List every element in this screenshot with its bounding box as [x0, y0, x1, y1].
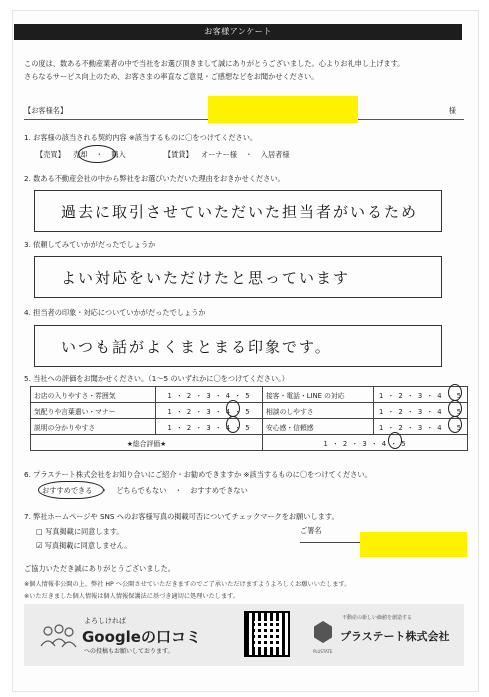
total-rating-scale[interactable]: 1 ・ 2 ・ 3 ・ 4 ・ 5 — [263, 435, 468, 451]
qr-code[interactable] — [244, 611, 290, 657]
footer-banner — [24, 604, 464, 666]
survey-title: お客様アンケート — [14, 24, 462, 40]
thanks-label: ご協力いただき誠にありがとうございました。 — [24, 564, 175, 573]
rating-scale[interactable]: 1 ・ 2 ・ 3 ・ 4 ・ 5 — [156, 419, 263, 435]
option-baibai: 【売買】 — [36, 150, 65, 159]
answer-4-box[interactable]: いつも話がよくまとまる印象です。 — [34, 325, 442, 367]
question-1-text: 1. お客様の該当される契約内容 ※該当するものに〇をつけてください。 — [24, 133, 258, 142]
intro-line-2: さらなるサービス向上のため、お客さまの率直なご意見・ご感想などをお聞かせください。 — [24, 72, 319, 81]
option-recommend[interactable]: おすすめできる — [42, 486, 93, 495]
google-review-sub: への投稿もお願いしております。 — [84, 648, 174, 655]
rating-item-label: 接客・電話・LINE の対応 — [263, 387, 374, 403]
option-separator: ・ — [174, 486, 182, 495]
circle-mark-recommend — [38, 481, 104, 499]
option-not-recommend[interactable]: おすすめできない — [190, 486, 248, 495]
redaction-signature — [360, 532, 467, 557]
rating-item-label: 相談のしやすさ — [263, 403, 374, 419]
rating-scale[interactable]: 1 ・ 2 ・ 3 ・ 4 ・ 5 — [156, 403, 263, 419]
circle-mark-baikyaku — [78, 145, 116, 163]
circle-mark-total — [388, 432, 402, 449]
rating-item-label: 気配りや言葉遣い・マナー — [31, 403, 156, 419]
google-review-title: Googleの口コミ — [82, 628, 201, 646]
rating-scale[interactable]: 1 ・ 2 ・ 3 ・ 4 ・ 5 — [156, 387, 263, 403]
option-baikyaku[interactable]: 売却 — [73, 150, 88, 159]
answer-2-box[interactable]: 過去に取引させていただいた担当者がいるため — [34, 190, 442, 232]
option-kounyu[interactable]: 購入 — [111, 150, 126, 159]
company-logo-text: PLUSTATE — [313, 649, 333, 654]
question-7-text: 7. 弊社ホームページや SNS へのお客様写真の掲載可否についてチェックマークをお願いします。 — [24, 512, 339, 521]
signature-label: ご署名 — [300, 526, 322, 535]
table-row — [31, 387, 468, 403]
circle-mark-rating — [226, 386, 240, 401]
note-1: ※個人情報非公開の上、弊社 HP へ公開させていただきますのでご了承いただけますようよろしくお願いいたします。 — [24, 581, 351, 588]
redaction-name — [208, 96, 358, 123]
rating-scale[interactable]: 1 ・ 2 ・ 3 ・ 4 ・ 5 — [374, 419, 468, 435]
option-nyukyosha[interactable]: 入居者様 — [260, 150, 290, 159]
circle-mark-rating — [448, 400, 462, 417]
rating-item-label: 安心感・信頼感 — [263, 419, 374, 435]
option-owner[interactable]: オーナー様 — [201, 150, 237, 159]
rating-table — [30, 386, 468, 451]
intro-text — [24, 57, 464, 83]
question-3-text: 3. 依頼してみていかがだったでしょうか — [24, 240, 156, 249]
circle-mark-rating — [226, 416, 240, 433]
option-separator: ・ — [95, 150, 103, 159]
rating-scale[interactable]: 1 ・ 2 ・ 3 ・ 4 ・ 5 — [374, 387, 468, 403]
question-1-options — [36, 150, 296, 160]
company-logo-icon — [314, 621, 332, 643]
question-4-text: 4. 担当者の印象・対応についていかがだったでしょうか — [24, 308, 206, 317]
option-neutral[interactable]: どちらでもない — [116, 486, 167, 495]
circle-mark-rating — [448, 384, 462, 401]
people-icon — [38, 622, 78, 650]
customer-name-label: 【お客様名】 — [24, 106, 68, 115]
option-chintai: 【賃貸】 — [163, 150, 193, 159]
rating-item-label: 説明の分かりやすさ — [31, 419, 156, 435]
table-row — [31, 419, 468, 435]
option-separator: ・ — [100, 486, 108, 495]
option-separator: ・ — [245, 150, 253, 159]
table-row — [31, 435, 468, 451]
photo-consent-agree[interactable]: □ 写真掲載に同意します。 — [36, 527, 124, 536]
circle-mark-rating — [448, 416, 462, 433]
question-6-text: 6. プラステート株式会社をお知り合いにご紹介・お勧めできますか ※該当するものに〇をつけてください。 — [24, 470, 372, 479]
company-name: プラステート株式会社 — [340, 630, 450, 643]
rating-scale[interactable]: 1 ・ 2 ・ 3 ・ 4 ・ 5 — [374, 403, 468, 419]
photo-consent-disagree[interactable]: ☑ 写真掲載に同意しません。 — [36, 541, 132, 550]
company-tagline: 不動産の新しい価値を創造する — [342, 615, 413, 621]
intro-line-1: この度は、数ある不動産業者の中で当社をお選び頂きまして誠にありがとうございました。心よりお礼申し上げます。 — [24, 59, 405, 68]
note-2: ※いただきました個人情報は個人情報保護法に基づき適切に処理いたします。 — [24, 593, 240, 600]
answer-3-box[interactable]: よい対応をいただけたと思っています — [34, 256, 442, 298]
google-review-pre: よろしければ — [84, 617, 126, 625]
rating-item-label: お店の入りやすさ・雰囲気 — [31, 387, 156, 403]
question-5-text: 5. 当社への評価をお聞かせください。（1～5 のいずれかに〇をつけてください。） — [24, 374, 289, 383]
question-2-text: 2. 数ある不動産会社の中から弊社をお選びいただいた理由をおきかせください。 — [24, 174, 285, 183]
customer-name-suffix: 様 — [448, 106, 456, 115]
total-rating-label: ★総合評価★ — [31, 435, 263, 451]
table-row — [31, 403, 468, 419]
circle-mark-rating — [226, 400, 240, 417]
